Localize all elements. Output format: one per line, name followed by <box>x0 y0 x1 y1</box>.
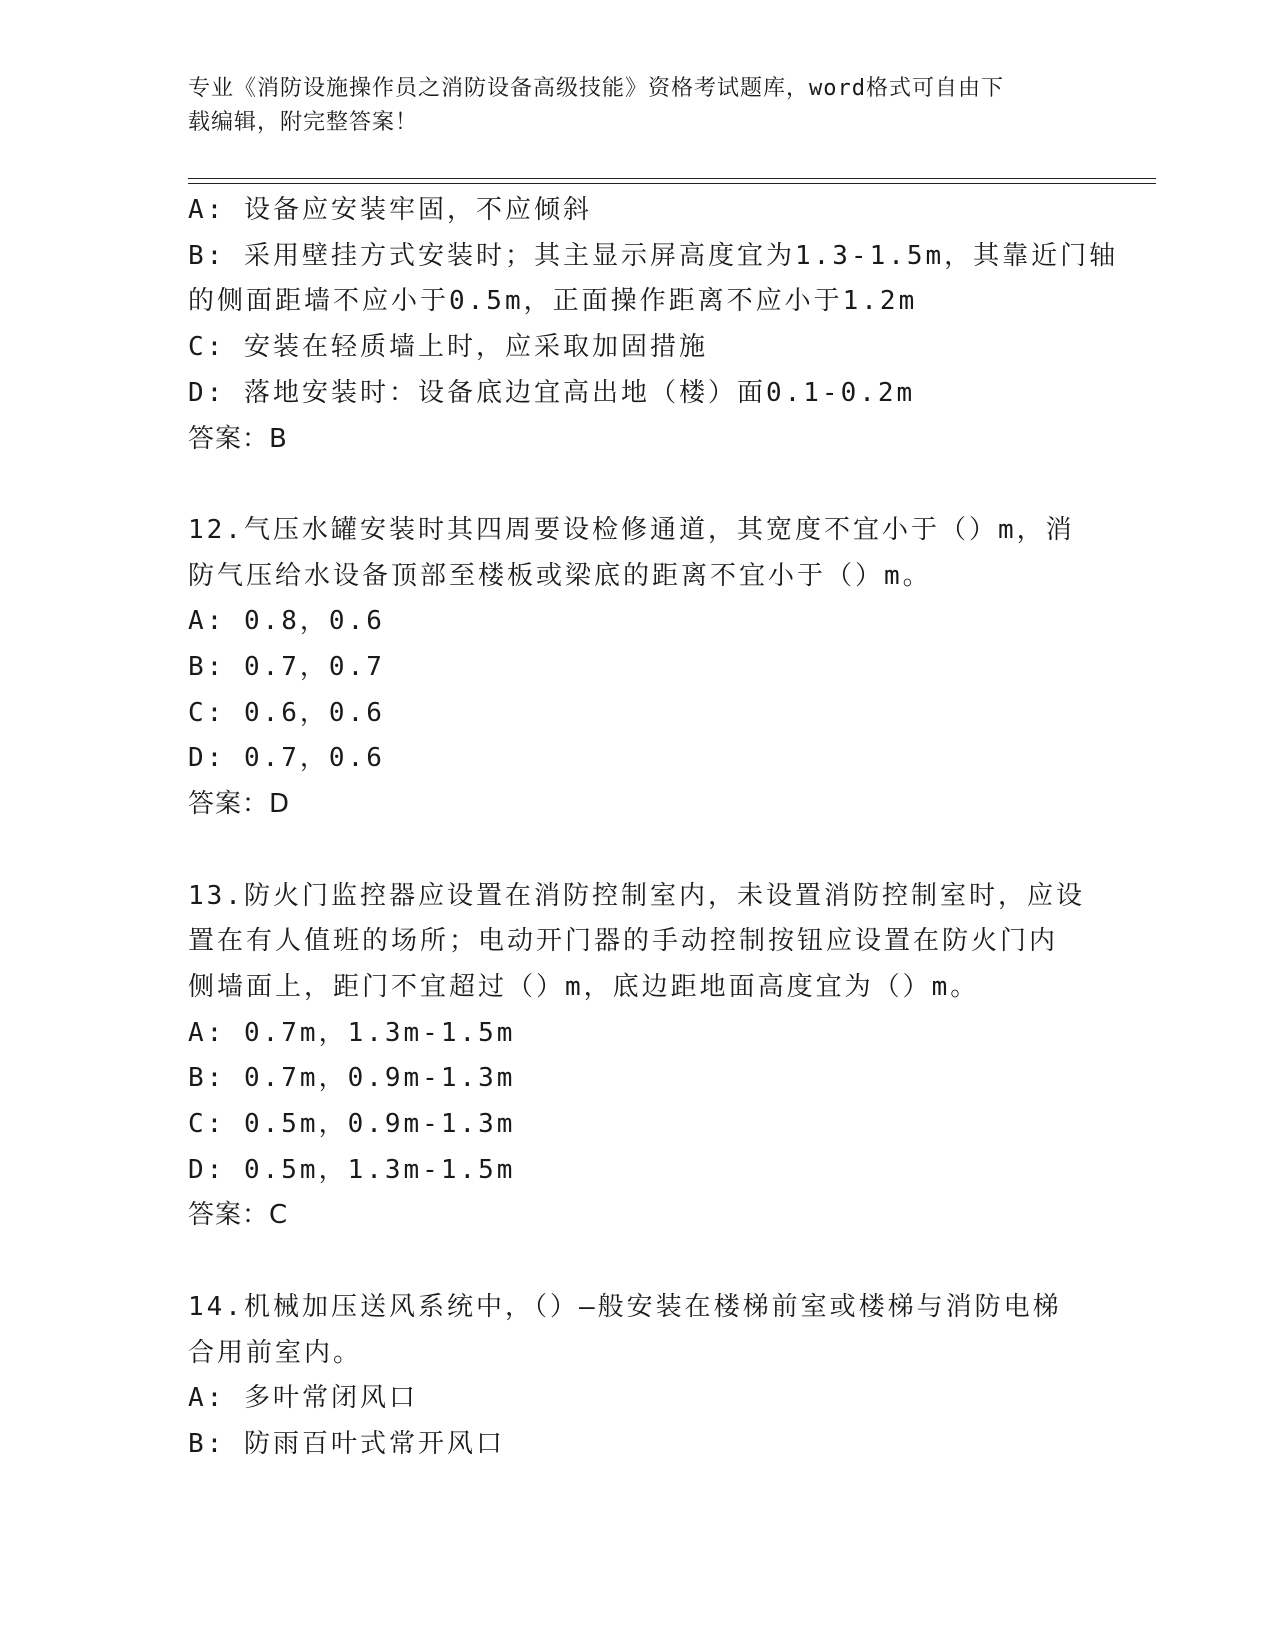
question-11 <box>188 188 1119 462</box>
answer: 答案：C <box>188 1200 289 1231</box>
option-d: D: 落地安装时：设备底边宜高出地（楼）面0.1-0.2m <box>188 377 916 408</box>
option-b: B: 防雨百叶式常开风口 <box>188 1428 505 1459</box>
option-b: B: 0.7，0.7 <box>188 652 385 683</box>
question-13 <box>188 874 1088 1240</box>
document-body <box>188 188 1119 1468</box>
question-12 <box>188 508 1088 828</box>
answer: 答案：B <box>188 423 288 454</box>
question-stem-continued: 防气压给水设备顶部至楼板或梁底的距离不宜小于（）m。 <box>188 560 932 591</box>
spacer <box>188 828 1088 874</box>
option-c: C: 0.5m，0.9m-1.3m <box>188 1109 516 1140</box>
answer: 答案：D <box>188 789 291 820</box>
option-b: B: 采用壁挂方式安装时；其主显示屏高度宜为1.3-1.5m，其靠近门轴 <box>188 240 1119 271</box>
option-a: A: 0.8，0.6 <box>188 606 385 637</box>
spacer <box>188 1239 1088 1285</box>
option-d: D: 0.7，0.6 <box>188 743 385 774</box>
spacer <box>188 462 1088 508</box>
document-header <box>188 72 1088 140</box>
question-stem-continued: 侧墙面上，距门不宜超过（）m，底边距地面高度宜为（）m。 <box>188 971 980 1002</box>
header-line-1: 专业《消防设施操作员之消防设备高级技能》资格考试题库，word格式可自由下 <box>188 76 1004 101</box>
question-stem-continued: 合用前室内。 <box>188 1337 363 1368</box>
option-a: A: 多叶常闭风口 <box>188 1383 418 1414</box>
option-d: D: 0.5m，1.3m-1.5m <box>188 1154 516 1185</box>
option-a: A: 0.7m，1.3m-1.5m <box>188 1017 516 1048</box>
header-line-2: 载编辑，附完整答案！ <box>188 110 419 135</box>
option-c: C: 安装在轻质墙上时，应采取加固措施 <box>188 332 708 363</box>
question-stem-continued: 置在有人值班的场所；电动开门器的手动控制按钮应设置在防火门内 <box>188 926 1059 957</box>
question-stem: 13.防火门监控器应设置在消防控制室内，未设置消防控制室时，应设 <box>188 880 1085 911</box>
question-14 <box>188 1285 1088 1468</box>
question-stem: 12.气压水罐安装时其四周要设检修通道，其宽度不宜小于（）m，消 <box>188 514 1075 545</box>
option-a: A: 设备应安装牢固，不应倾斜 <box>188 195 592 225</box>
option-b-continued: 的侧面距墙不应小于0.5m，正面操作距离不应小于1.2m <box>188 286 918 317</box>
header-divider-top <box>188 178 1156 179</box>
question-stem: 14.机械加压送风系统中，（）—般安装在楼梯前室或楼梯与消防电梯 <box>188 1291 1062 1322</box>
option-b: B: 0.7m，0.9m-1.3m <box>188 1063 516 1094</box>
header-divider-bottom <box>188 183 1156 184</box>
option-c: C: 0.6，0.6 <box>188 697 385 728</box>
